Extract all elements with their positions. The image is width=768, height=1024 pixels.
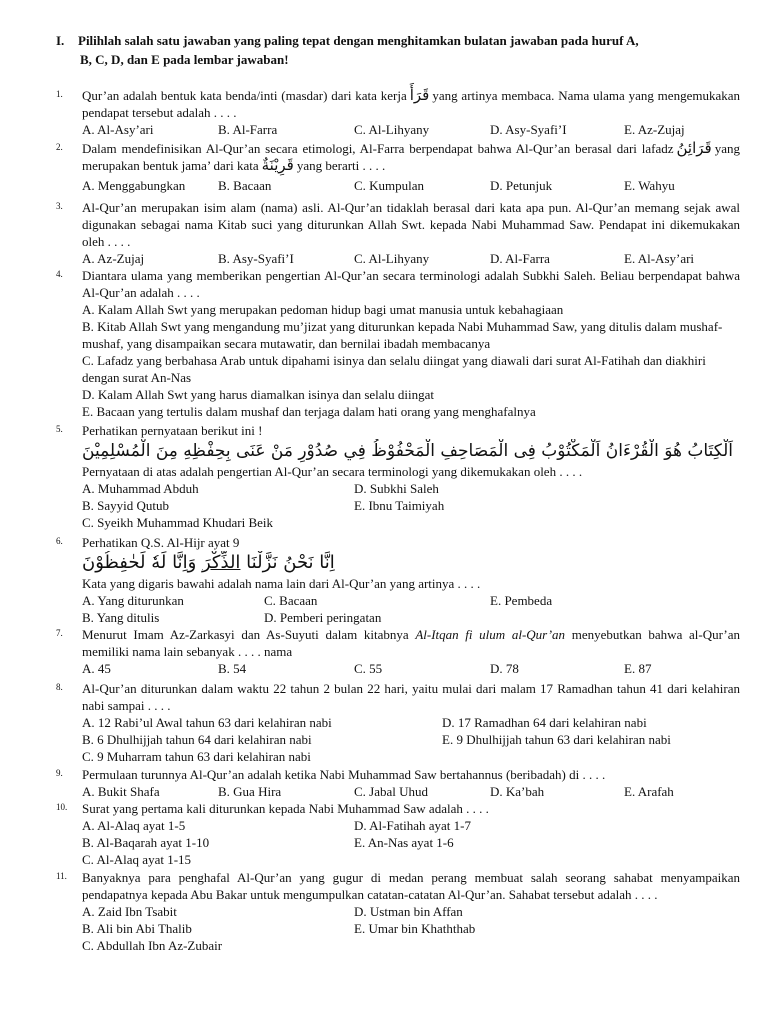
question-text-part: yang artinya membaca. Nama ulama yang mengemukakan pendapat tersebut adalah . . . .	[82, 88, 740, 120]
option-c[interactable]: C. 9 Muharram tahun 63 dari kelahiran nabi	[82, 749, 311, 764]
option-c[interactable]: C. 55	[354, 661, 383, 676]
option-b[interactable]: B. Asy-Syafi’I	[218, 251, 294, 266]
question-text-part: menyebutkan bahwa al-Qur’an memiliki nama lain sebanyak . . . . nama	[82, 627, 741, 659]
option-a[interactable]: A. Kalam Allah Swt yang merupakan pedoman hidup bagi umat manusia untuk kebahagiaan	[82, 302, 564, 317]
question-text	[82, 140, 740, 174]
option-c[interactable]: C. Syeikh Muhammad Khudari Beik	[82, 515, 274, 530]
option-e[interactable]: E. Umar bin Khaththab	[354, 921, 476, 936]
question-9	[56, 766, 740, 800]
instruction-line-1: Pilihlah salah satu jawaban yang paling tepat dengan menghitamkan bulatan jawaban pada huruf A,	[78, 33, 639, 48]
option-b[interactable]: B. Bacaan	[218, 178, 272, 193]
option-a[interactable]: A. Muhammad Abduh	[82, 481, 199, 496]
question-1	[56, 87, 740, 138]
question-4	[56, 267, 740, 420]
answer-options	[82, 250, 740, 267]
arabic-definition: اَلْكِتَابُ هُوَ الْقُرْءَانُ اَلْمَكْتُوْبُ فِى الْمَصَاحِفِ الْمَحْفُوْظُ فِي صُدُوْرِ مَنْ عَنَى بِحِفْظِهِ مِنَ الْمُسْلِمِيْنَ	[82, 441, 733, 461]
question-text: Al-Qur’an diturunkan dalam waktu 22 tahun 2 bulan 22 hari, yaitu mulai dari malam 17 Ramadhan tahun 41 dari kelahiran nabi sampai . . . .	[82, 681, 740, 713]
question-number: 4.	[56, 269, 63, 279]
underlined-word: الذِّكْرَ	[202, 552, 241, 573]
question-5	[56, 422, 740, 531]
answer-options	[82, 660, 740, 677]
question-number: 8.	[56, 682, 63, 692]
option-b[interactable]: B. Al-Farra	[218, 122, 278, 137]
option-c[interactable]: C. Abdullah Ibn Az-Zubair	[82, 938, 223, 953]
option-a[interactable]: A. 45	[82, 661, 111, 676]
book-title: Al-Itqan fi ulum al-Qur’an	[415, 627, 566, 642]
question-text-part: Menurut Imam Az-Zarkasyi dan As-Suyuti dalam kitabnya	[82, 627, 409, 642]
question-text: Kata yang digaris bawahi adalah nama lain dari Al-Qur’an yang artinya . . . .	[82, 576, 481, 591]
option-d[interactable]: D. 17 Ramadhan 64 dari kelahiran nabi	[442, 715, 647, 730]
question-text: Pernyataan di atas adalah pengertian Al-Qur’an secara terminologi yang dikemukakan oleh . . . .	[82, 464, 583, 479]
option-d[interactable]: D. Asy-Syafi’I	[490, 122, 567, 137]
question-text-part: yang berarti . . . .	[296, 158, 386, 173]
answer-options	[82, 903, 740, 954]
option-d[interactable]: D. Ustman bin Affan	[354, 904, 463, 919]
option-c[interactable]: C. Al-Alaq ayat 1-15	[82, 852, 192, 867]
question-number: 5.	[56, 424, 63, 434]
question-number: 11.	[56, 871, 67, 881]
question-text-part: Qur’an adalah bentuk kata benda/inti (masdar) dari kata kerja	[82, 88, 407, 103]
question-text-part: Dalam mendefinisikan Al-Qur’an secara etimologi, Al-Farra berpendapat bahwa Al-Qur’an berasal dari lafadz	[82, 141, 674, 156]
option-c[interactable]: C. Kumpulan	[354, 178, 425, 193]
option-c[interactable]: C. Lafadz yang berbahasa Arab untuk dipahami isinya dan selalu diingat yang diawali dari surat Al-Fatihah dan diakhiri dengan surat An-Nas	[82, 353, 706, 385]
option-b[interactable]: B. 6 Dhulhijjah tahun 64 dari kelahiran nabi	[82, 732, 312, 747]
option-c[interactable]: C. Al-Lihyany	[354, 251, 430, 266]
question-number: 6.	[56, 536, 63, 546]
option-a[interactable]: A. Al-Asy’ari	[82, 122, 154, 137]
question-intro: Perhatikan pernyataan berikut ini !	[82, 423, 263, 438]
question-text: Permulaan turunnya Al-Qur’an adalah ketika Nabi Muhammad Saw bertahannus (beribadah) di . . . .	[82, 767, 606, 782]
question-number: 3.	[56, 201, 63, 211]
section-number: I.	[56, 33, 65, 48]
answer-options	[82, 121, 740, 138]
option-c[interactable]: C. Jabal Uhud	[354, 784, 429, 799]
answer-options	[82, 592, 740, 626]
option-a[interactable]: A. Bukit Shafa	[82, 784, 160, 799]
instruction-line-2: B, C, D, dan E pada lembar jawaban!	[80, 52, 289, 67]
question-text: Surat yang pertama kali diturunkan kepada Nabi Muhammad Saw adalah . . . .	[82, 801, 489, 816]
question-6	[56, 534, 740, 626]
option-e[interactable]: E. Wahyu	[624, 178, 675, 193]
option-a[interactable]: A. Menggabungkan	[82, 178, 186, 193]
question-8	[56, 680, 740, 765]
question-text-part: yang merupakan bentuk jama’ dari kata	[82, 141, 740, 173]
question-2	[56, 140, 740, 194]
option-a[interactable]: A. Yang diturunkan	[82, 593, 184, 608]
question-3	[56, 199, 740, 267]
verse-part: وَاِنَّا لَهٗ لَحٰفِظُوْنَ	[82, 552, 197, 573]
option-e[interactable]: E. Pembeda	[490, 593, 553, 608]
option-b[interactable]: B. Kitab Allah Swt yang mengandung mu’jizat yang diturunkan kepada Nabi Muhammad Saw, yang ditulis dalam mushaf-mushaf, yang disampaikan secara mutawatir, dan bernilai ibadah membacanya	[82, 319, 723, 351]
option-b[interactable]: B. Sayyid Qutub	[82, 498, 170, 513]
question-11	[56, 869, 740, 954]
question-number: 10.	[56, 802, 68, 812]
option-b[interactable]: B. Yang ditulis	[82, 610, 160, 625]
option-b[interactable]: B. Al-Baqarah ayat 1-10	[82, 835, 210, 850]
answer-options	[82, 177, 740, 194]
option-d[interactable]: D. Al-Farra	[490, 251, 550, 266]
option-a[interactable]: A. Zaid Ibn Tsabit	[82, 904, 177, 919]
answer-options	[82, 783, 740, 800]
option-e[interactable]: E. 87	[624, 661, 652, 676]
question-text: Al-Qur’an merupakan isim alam (nama) asli. Al-Qur’an tidaklah berasal dari kata apa pun. Al-Qur’an memang sejak awal digunakan sebagai nama Kitab suci yang diturunkan Allah Swt. kepada Nabi Muhammad Saw. Pendapat ini dikemukakan oleh . . . .	[82, 200, 740, 249]
option-e[interactable]: E. Ibnu Taimiyah	[354, 498, 445, 513]
option-c[interactable]: C. Al-Lihyany	[354, 122, 430, 137]
question-number: 2.	[56, 142, 63, 152]
option-d[interactable]: D. Petunjuk	[490, 178, 553, 193]
question-text	[82, 626, 740, 660]
arabic-word: قَرِيْنَةٌ	[261, 156, 294, 174]
question-intro: Perhatikan Q.S. Al-Hijr ayat 9	[82, 535, 240, 550]
question-7	[56, 626, 740, 677]
answer-options	[82, 817, 740, 868]
option-d[interactable]: D. Ka’bah	[490, 784, 545, 799]
question-number: 7.	[56, 628, 63, 638]
arabic-verse	[82, 551, 740, 575]
arabic-word: قَرَأَ	[409, 86, 430, 104]
arabic-word: قَرَائِنُ	[676, 139, 712, 157]
question-text: Banyaknya para penghafal Al-Qur’an yang gugur di medan perang membuat salah seorang sahabat menyampaikan pendapatnya kepada Abu Bakar untuk mengumpulkan catatan-catatan Al-Qur’an. Sahabat tersebut adalah . . . .	[82, 870, 740, 902]
verse-part: اِنَّا نَحْنُ نَزَّلْنَا	[246, 552, 335, 573]
answer-options	[82, 714, 740, 765]
answer-options	[82, 301, 740, 420]
option-e[interactable]: E. Az-Zujaj	[624, 122, 685, 137]
option-d[interactable]: D. 78	[490, 661, 519, 676]
option-d[interactable]: D. Subkhi Saleh	[354, 481, 439, 496]
option-b[interactable]: B. Ali bin Abi Thalib	[82, 921, 192, 936]
option-e[interactable]: E. Arafah	[624, 784, 674, 799]
question-10	[56, 800, 740, 868]
option-e[interactable]: E. Al-Asy’ari	[624, 251, 695, 266]
question-number: 9.	[56, 768, 63, 778]
option-d[interactable]: D. Kalam Allah Swt yang harus diamalkan isinya dan selalu diingat	[82, 387, 435, 402]
question-number: 1.	[56, 89, 63, 99]
option-c[interactable]: C. Bacaan	[264, 593, 318, 608]
option-e[interactable]: E. An-Nas ayat 1-6	[354, 835, 454, 850]
option-d[interactable]: D. Pemberi peringatan	[264, 610, 382, 625]
option-a[interactable]: A. Az-Zujaj	[82, 251, 145, 266]
question-text: Diantara ulama yang memberikan pengertian Al-Qur’an secara terminologi adalah Subkhi Saleh. Beliau berpendapat bahwa Al-Qur’an adalah . . . .	[82, 268, 740, 300]
option-a[interactable]: A. Al-Alaq ayat 1-5	[82, 818, 186, 833]
section-instruction	[56, 31, 736, 69]
option-d[interactable]: D. Al-Fatihah ayat 1-7	[354, 818, 471, 833]
question-text	[82, 87, 740, 121]
answer-options	[82, 480, 740, 531]
option-e[interactable]: E. 9 Dhulhijjah tahun 63 dari kelahiran nabi	[442, 732, 671, 747]
option-a[interactable]: A. 12 Rabi’ul Awal tahun 63 dari kelahiran nabi	[82, 715, 332, 730]
option-b[interactable]: B. Gua Hira	[218, 784, 282, 799]
option-e[interactable]: E. Bacaan yang tertulis dalam mushaf dan terjaga dalam hati orang yang menghafalnya	[82, 404, 536, 419]
option-b[interactable]: B. 54	[218, 661, 247, 676]
